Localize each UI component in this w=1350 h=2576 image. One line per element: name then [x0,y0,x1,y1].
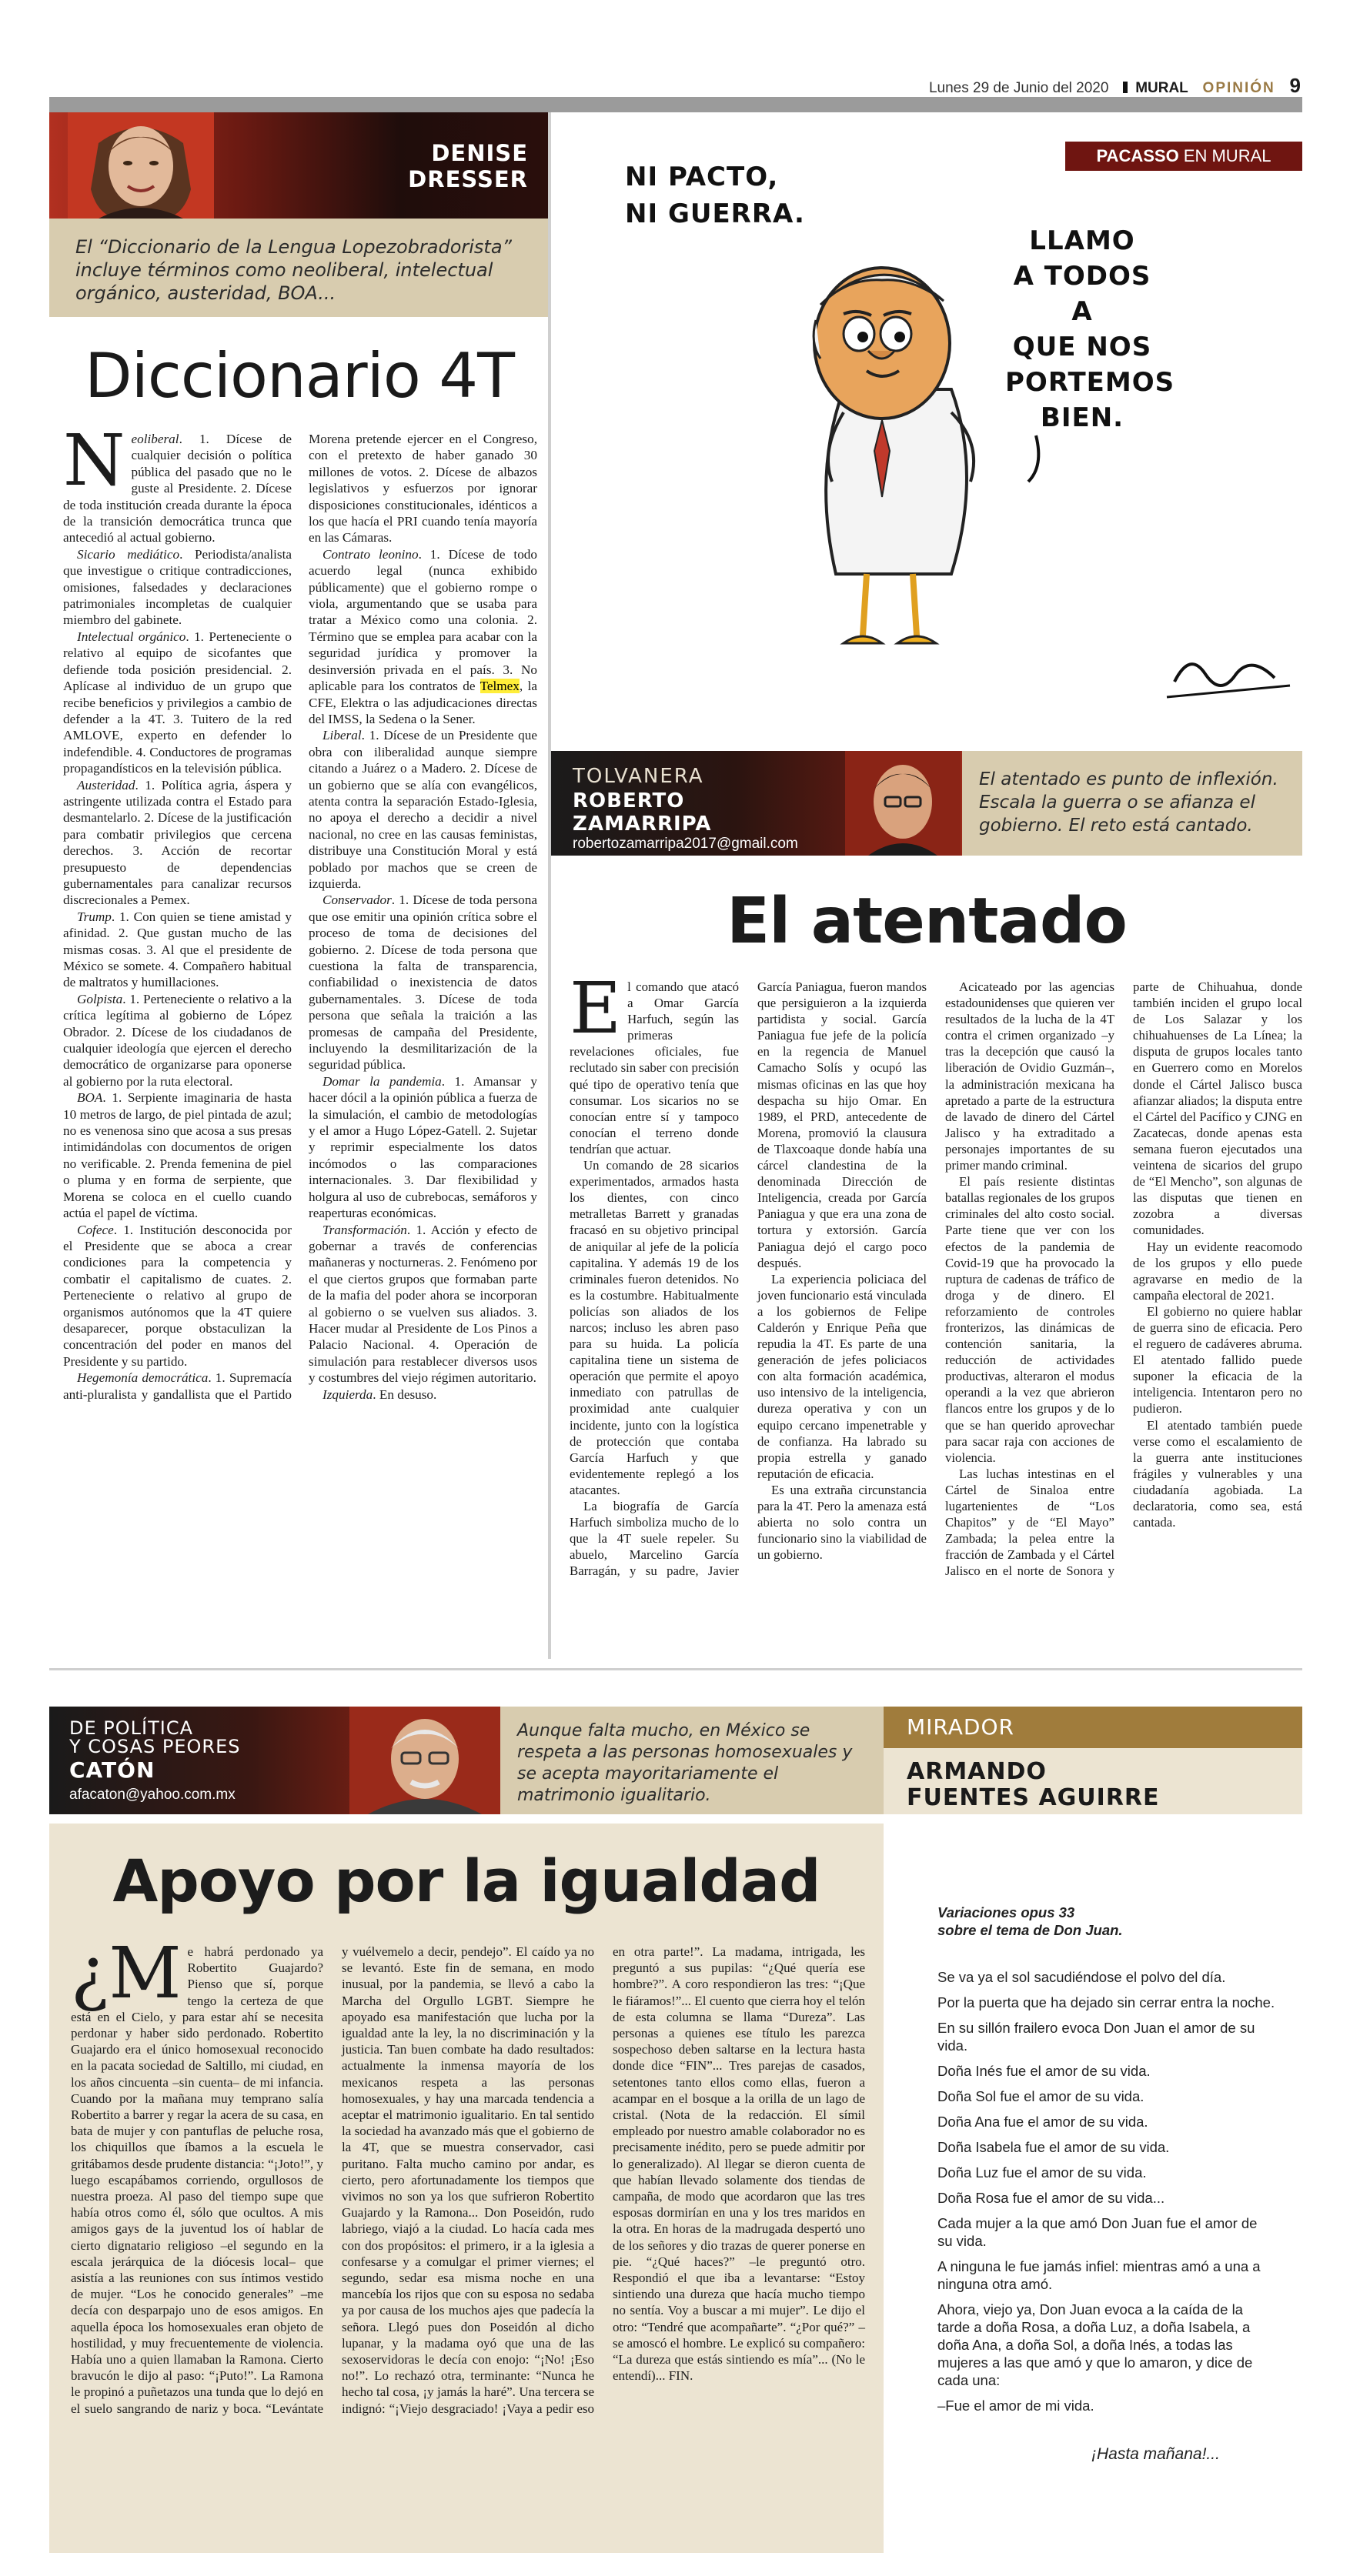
paragraph: Hegemonía democrática. 1. Supremacía anti-pluralista y gandallista que el Partido Morena pretende ejercer en el Congreso, con el pretexto de haber ganado 30 millones de votos. 2. Dícese de albazos legislativos y esfuerzos por ignorar disposiciones constitucionales, idénticos a los que hacía el PRI cuando tenía mayoría en las Cámaras. [63,432,537,1402]
section-divider [49,1668,1302,1670]
page-folio [929,74,1301,98]
poem-title: Variaciones opus 33 sobre el tema de Don Juan. [937,1904,1123,1938]
poem-line: Doña Rosa fue el amor de su vida... [937,2190,1165,2206]
paragraph: Trump. 1. Con quien se tiene amistad y afinidad. 2. Que gustan mucho de las mismas cosas. 3. Al que el presidente de México se somete. 4. Compañero habitual de maltratos y humillaciones. [63,909,292,990]
article-body [570,967,1302,1654]
paragraph: Acicateado por las agencias estadounidenses que quieren ver resultados de la lucha de la 4T contra el crimen organizado –y tras la decepción que causó la liberación de Ovidio Guzmán–, la administración mexicana ha apretado a parte de la estructura de lavado de dinero del Cártel Jalisco y ha extraditado a personajes importantes de su primer mando criminal. [945,979,1114,1173]
cartoon-badge: PACASSO EN MURAL [1065,142,1302,171]
paper-name: MURAL [1123,80,1188,96]
highlighted-term: Telmex [480,679,520,694]
paragraph: El comando que atacó a Omar García Harfuch, según las primeras revelaciones oficiales, fue reclutado sin saber con precisión qué tipo de operativo tenía que consumar. Los sicarios no se conocían entre sí y tampoco conocían el terreno donde tendrían que actuar. [570,967,739,1156]
paragraph: Izquierda. En desuso. [322,1386,437,1402]
column-kicker: DE POLÍTICA Y COSAS PEORES [69,1717,241,1757]
headline: Diccionario 4T [85,340,514,412]
paragraph: Sicario mediático. Periodista/analista que investigue o critique contradicciones, omisiones, falsedades y declaraciones patrimoniales incompletas de cualquier miembro del gabinete. [63,546,292,628]
paragraph: El país resiente distintas batallas regionales de los grupos criminales del alto costo social. Parte tiene que ver con los efectos de la pandemia de Covid-19 que ha provocado la ruptura de cadenas de tráfico de droga y de dinero. El reforzamiento de controles fronterizos, las dinámicas de contención sanitaria, la reducción de actividades productivas, alteraron el modus operandi a la vez que abrieron flancos entre los grupos y de lo que se han querido aprovechar para sacar raja con acciones de violencia. [945,1174,1114,1465]
paragraph: El gobierno no quiere hablar de guerra sino de eficacia. Pero el reguero de cadáveres abruma. El atentado fallido puede suponer la eficacia de la inteligencia. Intentaron pero no pudieron. [1133,1303,1302,1416]
author-name: ROBERTO ZAMARRIPA [573,789,712,836]
speech-bubble-left: NI PACTO, NI GUERRA. [625,162,805,229]
author-photo-dresser [68,112,214,219]
poem-line: Ahora, viejo ya, Don Juan evoca a la caída de la tarde a doña Rosa, a doña Luz, a doña Isabela, a doña Ana, a doña Sol, a doña Inés, a todas las mujeres a las que amó y que lo amaron, y dice de cada una: [937,2301,1253,2388]
author-name: DENISE DRESSER [408,140,528,192]
paragraph: Liberal. 1. Dícese de un Presidente que obra con iliberalidad aunque siempre citando a Juárez o a Madero. 2. Dícese de un gobierno que se alía con evangélicos, atenta contra la separación Estado-Iglesia, no apoya el derecho a decidir a nivel nacional, no cree en las causas feministas, distribuye una Constitución Moral y está poblado por machos que se creen de izquierda. [309,728,537,891]
author-name: ARMANDO FUENTES AGUIRRE [907,1758,1160,1811]
article-body [71,1932,865,2551]
poem-line: Doña Inés fue el amor de su vida. [937,2063,1151,2079]
column-kicker: TOLVANERA [573,765,704,788]
headline: Apoyo por la igualdad [112,1847,820,1915]
paragraph: Transformación. 1. Acción y efecto de gobernar a través de conferencias mañaneras y nocturneras. 2. Fenómeno por el que ciertos grupos que formaban parte de la mafia del poder ahora se incorporan al gobierno o se vuelven sus aliados. 3. Hacer mudar al Presidente de Los Pinos a Palacio Nacional. 4. Operación de simulación para restablecer diversos usos y costumbres del viejo régimen autoritario. [309,1222,537,1386]
caton-tagline: Aunque falta mucho, en México se respeta a las personas homosexuales y se acepta mayoritariamente el matrimonio igualitario. [500,1707,884,1814]
poem-line: En su sillón frailero evoca Don Juan el amor de su vida. [937,2020,1255,2054]
zamarripa-header [551,751,962,856]
paragraph: Hay un evidente reacomodo de los grupos y ello puede agravarse en medio de la campaña electoral de 2021. [1133,1239,1302,1303]
dresser-tagline: El “Diccionario de la Lengua Lopezobradorista” incluye términos como neoliberal, intelectual orgánico, austeridad, BOA... [49,219,550,317]
author-photo-caton [349,1707,500,1814]
poem-line: Por la puerta que ha dejado sin cerrar entra la noche. [937,1994,1275,2010]
paragraph: La biografía de García Harfuch simboliza mucho de lo que la 4T suele repeler. Su abuelo, Marcelino García Barragán, y su padre, Javier García Paniagua, fueron mandos que persiguieron a la izquierda partidista y social. García Paniagua fue jefe de la policía en la regencia de Manuel Camacho Solís y ocupó las mismas oficinas en las que hoy despacha su hijo Omar. En 1989, el PRD, antecedente de Morena, promovió la clausura de Tlaxcoaque donde había una cárcel clandestina de la denominada Dirección de Inteligencia, creada por García Paniagua y que era una zona de tortura y extorsión. García Paniagua dejó el cargo poco después. [570,979,927,1579]
column-kicker: MIRADOR [884,1707,1302,1748]
top-rule [49,97,1302,112]
paragraph: Austeridad. 1. Política agria, áspera y astringente utilizada contra el Estado para desmantelarlo. 2. Dícese de la justificación para combatir privilegios que cercena derechos. 3. Acción de recortar presupuesto de dependencias gubernamentales para canalizar recursos discrecionales a Pemex. [63,777,292,908]
paragraph: La experiencia policiaca del joven funcionario está vinculada a los gobiernos de Felipe Calderón y Enrique Peña que repudia la 4T. Es parte de una generación de jefes policiacos con alta formación académica, uso intensivo de la inteligencia, dureza operativa y con un equipo cercano impenetrable y de confianza. Ha labrado su propia estrella y ganado reputación de eficacia. [757,1271,927,1481]
page-number: 9 [1289,74,1301,97]
paragraph: ¿M e habrá perdonado ya Robertito Guajardo? Pienso que sí, porque tengo la certeza de que está en el Cielo, y para estar ahí se necesita perdonar y haber sido perdonado. Robertito Guajardo era el único homosexual reconocido en la pacata sociedad de Saltillo, mi ciudad, en los años cincuenta –sin cuenta– de mi infancia. Cuando por la mañana muy temprano salía Robertito a barrer y regar la acera de su casa, en bata de mujer y con pantuflas de peluche rosa, los chiquillos que íbamos a la escuela le gritábamos desde prudente distancia: “¡Joto!”, y luego escapábamos corriendo, orgullosos de nuestra proeza. Al paso del tiempo supe que había otros como él, sólo que ocultos. A mis amigos gays de la juventud los oí hablar de cierto dignatario religioso –el segundo en la escala jerárquica de la diócesis local– que asistía a las reuniones con sus íntimos vestido de mujer. “Los he conocido generales” –me decía con desparpajo uno de esos amigos. En aquella época los homosexuales eran objeto de hostilidad, y muy frecuentemente de violencia. Había uno a quien llamaban la Ramona. Cierto bravucón le dijo al paso: “¡Puto!”. La Ramona le propinó a puñetazos una tunda que lo dejó en el suelo sangrando de nariz y boca. “Levántate y vuélvemelo a decir, pendejo”. El caído ya no se levantó. Este fin de semana, en modo inusual, por la pandemia, se llevó a cabo la Marcha del Orgullo LGBT. Siempre he apoyado esa manifestación que lucha por la igualdad ante la ley, la no discriminación y la justicia. Tan buen combate ha dado resultados: actualmente la inmensa mayoría de los mexicanos respeta a las personas homosexuales, y hay una marcada tendencia a aceptar el matrimonio igualitario. En tal sentido la sociedad ha avanzado más que el gobierno de la 4T, que se muestra conservador, casi puritano. Falta mucho camino por andar, es cierto, pero afortunadamente los tiempos que vivimos no son ya los que sufrieron Robertito Guajardo y la Ramona... Don Poseidón, rudo labriego, viajó a la ciudad. Lo hacía cada mes con dos propósitos: el primero, ir a la iglesia a confesarse y a comulgar el primer viernes; el segundo, sedar esa misma noche en una mancebía los rijos que con su esposa no sedaba ya por causa de los muchos ajes que padecía la señora. Llegó pues don Poseidón al dicho lupanar, y la madama oyó que una de las sexoservidoras le decía con enojo: “¡No! ¡Eso no!”. Lo rechazó otra, terminante: “Nunca he hecho tal cosa, ¡y jamás la haré”. Una tercera se indignó: “¡Viejo desgraciado! ¡Vaya a pedir eso en otra parte!”. La madama, intrigada, les preguntó a sus pupilas: “¿Qué quería ese hombre?”. A coro respondieron las tres: “¡Que le fiáramos!”... El cuento que cierra hoy el telón de esta columna se llama “Dureza”. Las personas a quienes ese título les parezca sospechoso deben saltarse en la lectura hasta donde dice “FIN”... Tres parejas de casados, setentones tanto ellos como ellas, fueron a acampar en el bosque a la orilla de un lago de cristal. (Nota de la redacción. El símil empleado por nuestro amable colaborador no es precisamente inédito, pero se puede admitir por lo generalizado). Al llegar se dieron cuenta de que habían llevado solamente dos tiendas de campaña, de modo que acordaron que las tres esposas dormirían en una y los tres maridos en la otra. En horas de la madrugada despertó uno de los señores y dio trazas de querer ponerse en pie. “¿Qué haces?” –le preguntó otro. Respondió el que iba a levantarse: “Estoy sintiendo una dureza que hacía mucho tiempo no sentía. Voy a buscar a mi mujer”. Le dijo el otro: “Tendré que acompañarte”. “¿Por qué?” –se amoscó el hombre. Le explicó su compañero: “La dureza que estás sintiendo es mía”... (No le entendí)... FIN. [71,1932,865,2416]
signoff: ¡Hasta mañana!... [1091,2445,1220,2463]
paragraph: Un comando de 28 sicarios experimentados, armados hasta los dientes, con cinco metralletas Barrett y granadas fracasó en su objetivo principal de aniquilar al jefe de la policía capitalina. Y además 19 de los criminales fueron detenidos. No es la costumbre. Habitualmente policías son aliados de los narcos; incluso les abren paso para su huida. La policía capitalina tiene un sistema de operación que permite el apoyo inmediato con patrullas de proximidad ante cualquier incidente, junto con la logística de protección que contaba García Harfuch y que evidentemente replegó a los atacantes. [570,1158,739,1497]
author-name: CATÓN [69,1757,155,1783]
poem-line: Doña Sol fue el amor de su vida. [937,2088,1144,2104]
paragraph: Golpista. 1. Perteneciente o relativo a la crítica legítima al gobierno de López Obrador. 2. Dícese de los ciudadanos de cualquier ideología que ejercen el derecho democrático de organizarse para oponerse al gobierno por la ruta electoral. [63,991,292,1089]
section-name: OPINIÓN [1202,80,1275,96]
drop-cap: E [570,967,622,1049]
author-email[interactable]: afacaton@yahoo.com.mx [69,1787,236,1803]
paragraph: Es una extraña circunstancia para la 4T. Pero la amenaza está abierta no solo contra un funcionario sino la viabilidad de un gobierno. [757,1482,927,1563]
paragraph: Domar la pandemia. 1. Amansar y hacer dócil a la opinión pública a fuerza de la simulación, el cambio de metodologías y el amor a Hugo López-Gatell. 2. Sujetar y reprimir especialmente los datos incómodos o las comparaciones internacionales. 3. Dar flexibilidad y holgura al uso de cubrebocas, semáforos y reaperturas económicas. [309,1073,537,1221]
paragraph: Contrato leonino. 1. Dícese de todo acuerdo legal (nunca exhibido públicamente) que el gobierno rompe o viola, argumentando que se usaba para tratar a México como una colonia. 2. Término que se emplea para acabar con la seguridad jurídica y promover la desinversión privada en el país. 3. No aplicable para los contratos de Telmex, la CFE, Elektra o las adjudicaciones directas del IMSS, la Sedena o la Sener. [309,546,537,726]
poem-line: Se va ya el sol sacudiéndose el polvo del día. [937,1969,1226,1985]
dresser-header [49,112,550,219]
headline: El atentado [727,885,1127,958]
poem-line: Doña Isabela fue el amor de su vida. [937,2139,1170,2155]
author-photo-zamarripa [845,751,961,856]
poem-line: Doña Ana fue el amor de su vida. [937,2114,1148,2130]
paragraph: BOA. 1. Serpiente imaginaria de hasta 10 metros de largo, de piel pintada de azul; no es venenosa sino que acosa a sus presas intimidándolas con documentos de origen no verificable. 2. Prenda femenina de piel o pluma y en forma de serpiente, que Morena se coloca en el cuello cuando actúa el papel de víctima. [63,1090,292,1221]
drop-cap: N [63,419,125,502]
paragraph: Cofece. 1. Institución desconocida por el Presidente que se aboca a crear condiciones para la competencia y combatir el capitalismo de cuates. 2. Perteneciente o relativo al grupo de organismos autónomos que la 4T quiere desaparecer, porque obstaculizan la concentración del poder en manos del Presidente y su partido. [63,1222,292,1369]
drop-cap: ¿M [71,1932,182,2014]
paragraph: El atentado también puede verse como el escalamiento de la guerra ante instituciones frágiles y vulnerables y una ciudadanía agobiada. La declaratoria, como sea, está cantada. [1133,1417,1302,1530]
paragraph: Las luchas intestinas en el Cártel de Sinaloa entre lugartenientes de “Los Chapitos” y de “El Mayo” Zambada; la pelea entre la fracción de Zambada y el Cártel Jalisco en el norte de Sonora y parte de Chihuahua, donde también inciden el grupo local de Los Salazar y los chihuahuenses de La Línea; la disputa de grupos locales tanto en Guerrero como en Morelos donde el Cártel Jalisco busca afianzar aliados; la disputa entre el Cártel del Pacífico y CJNG en Zacatecas, donde apenas esta semana fueron ejecutados una veintena de sicarios del grupo de “El Mencho”, son algunas de las disputas que tienen en zozobra a diversas comunidades. [945,979,1302,1579]
poem-line: Doña Luz fue el amor de su vida. [937,2164,1147,2181]
paragraph: Conservador. 1. Dícese de toda persona que ose emitir una opinión crítica sobre el proceso de toma de decisiones del gobierno. 2. Dícese de toda persona que cuestiona la falta de transparencia, confiabilidad o inexistencia de datos gubernamentales. 3. Dícese de toda persona que señala la traición a las promesas de campaña del Presidente, incluyendo la desmilitarización de la seguridad pública. [309,893,537,1073]
caton-header [49,1707,500,1814]
paragraph: Intelectual orgánico. 1. Perteneciente o relativo al equipo de sicofantes que defiende toda posición presidencial. 2. Aplícase al individuo de un grupo que recibe beneficios y privilegios a cambio de defender a la 4T. 3. Tuitero de la red AMLOVE, experto en defender lo indefendible. 4. Conductores de programas propagandísticos en la televisión pública. [63,629,292,776]
article-body [63,419,537,1554]
poem-line: –Fue el amor de mi vida. [937,2397,1094,2414]
zamarripa-tagline: El atentado es punto de inflexión. Escala la guerra o se afianza el gobierno. El reto está cantado. [962,751,1302,856]
poem-line: Cada mujer a la que amó Don Juan fue el amor de su vida. [937,2215,1258,2249]
issue-date: Lunes 29 de Junio del 2020 [928,80,1109,96]
author-email[interactable]: robertozamarripa2017@gmail.com [573,836,798,852]
poem [937,1904,1276,2463]
speech-bubble-right: LLAMO A TODOS A QUE NOS PORTEMOS BIEN. [1005,225,1175,433]
poem-line: A ninguna le fue jamás infiel: mientras amó a una a ninguna otra amó. [937,2258,1261,2292]
paragraph: Neoliberal. 1. Dícese de cualquier decisión o política pública del pasado que no le guste al Presidente. 2. Dícese de toda institución creada durante la época de la transición democrática trunca que antecedió al actual gobierno. [63,419,292,546]
